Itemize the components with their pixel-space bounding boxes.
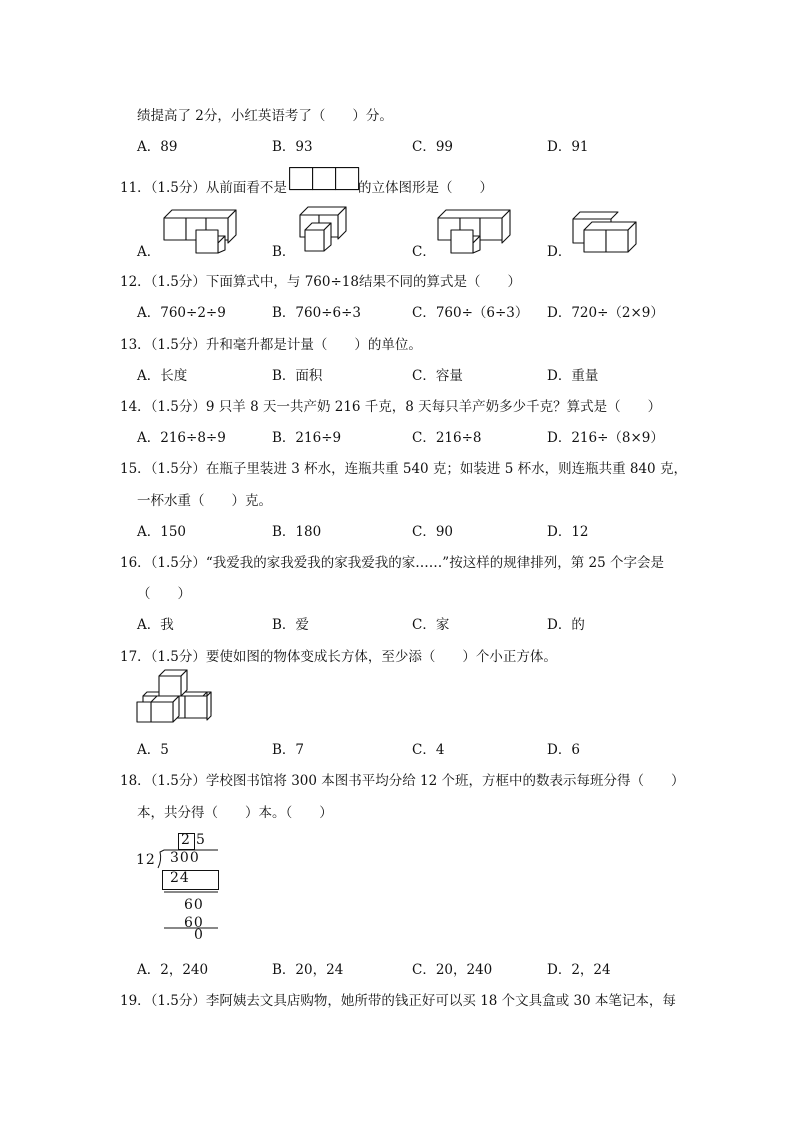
q13-option-c[interactable]: C．容量: [412, 368, 463, 384]
q10-option-a[interactable]: A．89: [137, 139, 178, 155]
quotient-digit-boxed: 2: [181, 832, 191, 848]
q11-figure-d: [568, 210, 640, 254]
q12-option-a[interactable]: A．760÷2÷9: [137, 305, 226, 321]
q18-text-line2: 本，共分得（ ）本。（ ）: [137, 805, 333, 821]
q11-text-pre: 11．（1.5分）从前面看不是: [120, 180, 287, 196]
q13-option-b[interactable]: B．面积: [272, 368, 323, 384]
first-product: 24: [170, 870, 190, 886]
q10-option-b[interactable]: B．93: [272, 139, 313, 155]
q11-figure-a: [158, 208, 240, 254]
q19-text-line1: 19．（1.5分）李阿姨去文具店购物，她所带的钱正好可以买 18 个文具盒或 30 本笔记本，每: [120, 993, 676, 1009]
q16-option-c[interactable]: C．家: [412, 617, 450, 633]
q14-text: 14．（1.5分）9 只羊 8 天一共产奶 216 千克，8 天每只羊产奶多少千克？算式是（ ）: [120, 399, 662, 415]
q10-option-c[interactable]: C．99: [412, 139, 454, 155]
q11-option-d[interactable]: D．: [547, 244, 572, 260]
q10-option-d[interactable]: D．91: [547, 139, 589, 155]
quotient-digit: 5: [196, 832, 206, 848]
q16-option-b[interactable]: B．爱: [272, 617, 309, 633]
q13-text: 13．（1.5分）升和毫升都是计量（ ）的单位。: [120, 337, 422, 353]
final-remainder: 0: [194, 927, 204, 943]
q15-option-c[interactable]: C．90: [412, 524, 454, 540]
q15-text-line2: 一杯水重（ ）克。: [137, 493, 272, 509]
front-view-figure: [289, 167, 361, 191]
q18-option-d[interactable]: D．2，24: [547, 962, 611, 978]
q14-option-a[interactable]: A．216÷8÷9: [137, 430, 226, 446]
q18-text-line1: 18．（1.5分）学校图书馆将 300 本图书平均分给 12 个班，方框中的数表示每班分得（ ）: [120, 773, 685, 789]
q12-option-c[interactable]: C．760÷（6÷3）: [412, 305, 529, 321]
q14-option-c[interactable]: C．216÷8: [412, 430, 482, 446]
q17-option-b[interactable]: B．7: [272, 742, 305, 758]
q15-option-d[interactable]: D．12: [547, 524, 589, 540]
q16-option-d[interactable]: D．的: [547, 617, 585, 633]
q12-option-b[interactable]: B．760÷6÷3: [272, 305, 361, 321]
q14-option-b[interactable]: B．216÷9: [272, 430, 342, 446]
q16-text-line2: （ ）: [137, 586, 191, 602]
q16-option-a[interactable]: A．我: [137, 617, 174, 633]
q17-option-c[interactable]: C．4: [412, 742, 445, 758]
q15-option-a[interactable]: A．150: [137, 524, 187, 540]
q17-option-a[interactable]: A．5: [137, 742, 169, 758]
long-division-figure: [136, 830, 226, 945]
q12-text: 12．（1.5分）下面算式中，与 760÷18结果不同的算式是（ ）: [120, 274, 521, 290]
q18-option-b[interactable]: B．20，24: [272, 962, 344, 978]
second-product: 60: [184, 915, 204, 931]
q11-option-b[interactable]: B．: [272, 244, 296, 260]
q13-option-a[interactable]: A．长度: [137, 368, 188, 384]
q18-option-c[interactable]: C．20，240: [412, 962, 493, 978]
q11-option-a[interactable]: A．: [137, 244, 161, 260]
q18-option-a[interactable]: A．2，240: [137, 962, 209, 978]
dividend: 300: [170, 850, 200, 866]
q17-option-d[interactable]: D．6: [547, 742, 580, 758]
q11-figure-b: [294, 205, 350, 253]
q14-option-d[interactable]: D．216÷（8×9）: [547, 430, 664, 446]
q17-text: 17．（1.5分）要使如图的物体变成长方体，至少添（ ）个小正方体。: [120, 649, 557, 665]
q15-text-line1: 15．（1.5分）在瓶子里装进 3 杯水，连瓶共重 540 克；如装进 5 杯水，则连瓶共重 840 克，: [120, 461, 687, 477]
q16-text-line1: 16．（1.5分）“我爱我的家我爱我的家我爱我的家……”按这样的规律排列，第 25 个字会是: [120, 555, 664, 571]
q13-option-d[interactable]: D．重量: [547, 368, 599, 384]
q15-option-b[interactable]: B．180: [272, 524, 322, 540]
q11-option-c[interactable]: C．: [412, 244, 436, 260]
first-remainder: 60: [184, 897, 204, 913]
q11-figure-c: [432, 208, 514, 254]
q17-cube-figure: [135, 668, 215, 726]
divisor: 12: [136, 852, 156, 868]
q12-option-d[interactable]: D．720÷（2×9）: [547, 305, 664, 321]
q10-text: 绩提高了 2分，小红英语考了（ ）分。: [137, 108, 393, 124]
q11-text-post: 的立体图形是（ ）: [358, 180, 493, 196]
